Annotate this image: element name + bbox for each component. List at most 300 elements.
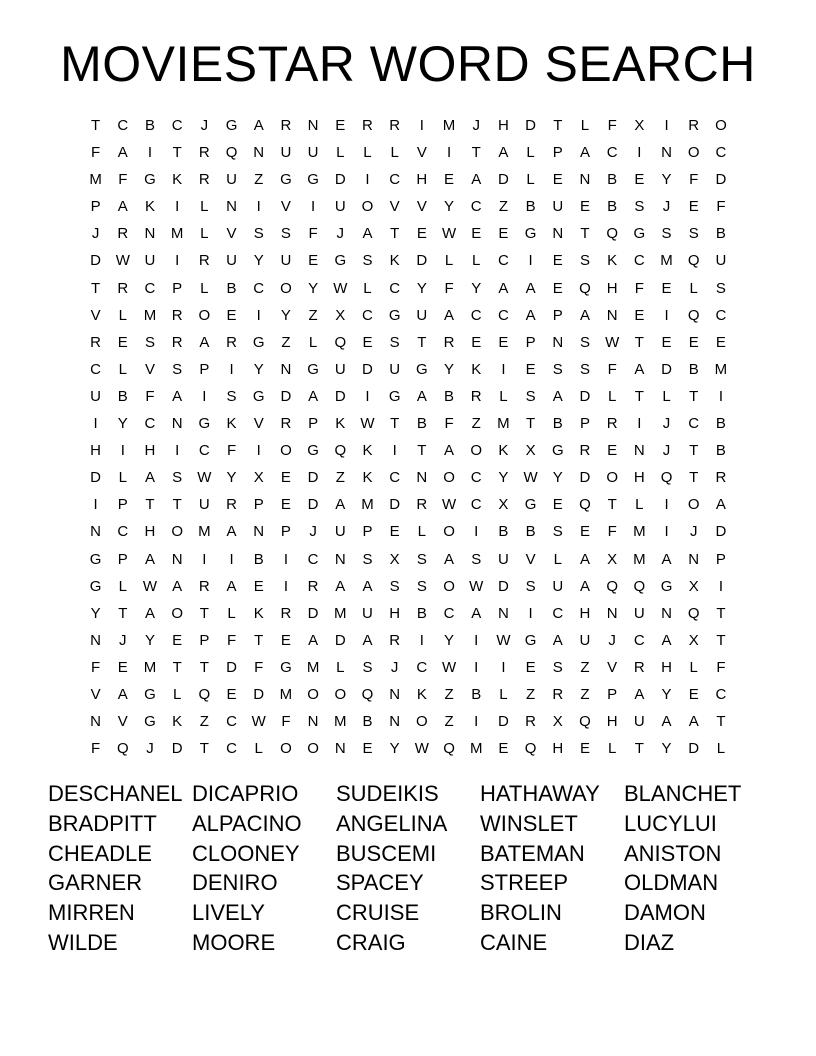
grid-letter: T bbox=[199, 740, 209, 758]
grid-letter: D bbox=[416, 252, 428, 270]
grid-letter: Y bbox=[253, 360, 264, 378]
grid-letter: H bbox=[633, 469, 645, 487]
grid-letter: S bbox=[253, 225, 264, 243]
grid-letter: A bbox=[172, 577, 183, 595]
grid-letter: C bbox=[144, 279, 156, 297]
grid-letter: I bbox=[718, 577, 723, 595]
grid-letter: E bbox=[416, 225, 427, 243]
word-list-item: DAMON bbox=[624, 900, 706, 926]
grid-letter: D bbox=[497, 713, 509, 731]
grid-letter: A bbox=[634, 360, 645, 378]
grid-letter: F bbox=[226, 442, 237, 460]
grid-letter: N bbox=[90, 631, 102, 649]
grid-letter: P bbox=[117, 550, 128, 568]
grid-letter: J bbox=[119, 631, 127, 649]
grid-letter: R bbox=[280, 415, 292, 433]
grid-letter: J bbox=[91, 225, 100, 243]
grid-letter: B bbox=[715, 415, 726, 433]
grid-letter: C bbox=[497, 252, 509, 270]
grid-letter: C bbox=[715, 144, 727, 162]
grid-letter: F bbox=[91, 144, 101, 162]
grid-letter: L bbox=[200, 225, 209, 243]
grid-letter: D bbox=[497, 577, 509, 595]
grid-letter: F bbox=[118, 171, 128, 189]
grid-letter: R bbox=[389, 631, 401, 649]
grid-letter: X bbox=[607, 550, 618, 568]
grid-letter: U bbox=[497, 550, 509, 568]
grid-letter: Q bbox=[606, 577, 618, 595]
grid-letter: E bbox=[498, 225, 509, 243]
grid-letter: I bbox=[474, 631, 479, 649]
grid-letter: T bbox=[417, 333, 427, 351]
grid-letter: E bbox=[172, 631, 183, 649]
grid-letter: L bbox=[118, 577, 127, 595]
grid-letter: E bbox=[579, 198, 590, 216]
grid-letter: O bbox=[280, 740, 292, 758]
grid-letter: B bbox=[525, 198, 536, 216]
grid-letter: S bbox=[552, 360, 563, 378]
grid-letter: B bbox=[607, 171, 618, 189]
grid-letter: S bbox=[389, 333, 400, 351]
grid-letter: W bbox=[523, 469, 538, 487]
grid-letter: A bbox=[172, 387, 183, 405]
grid-letter: Y bbox=[416, 279, 427, 297]
grid-letter: W bbox=[251, 713, 266, 731]
grid-letter: F bbox=[91, 740, 101, 758]
grid-letter: U bbox=[334, 523, 346, 541]
grid-letter: N bbox=[661, 604, 672, 622]
grid-letter: E bbox=[688, 333, 699, 351]
grid-letter: H bbox=[90, 442, 102, 460]
grid-letter: T bbox=[689, 442, 699, 460]
grid-letter: A bbox=[335, 496, 346, 514]
grid-letter: E bbox=[280, 631, 291, 649]
grid-letter: X bbox=[525, 442, 536, 460]
grid-letter: L bbox=[607, 387, 617, 405]
grid-letter: E bbox=[552, 496, 563, 514]
grid-letter: T bbox=[689, 387, 699, 405]
grid-letter: A bbox=[579, 550, 590, 568]
grid-letter: A bbox=[308, 631, 319, 649]
grid-letter: I bbox=[446, 144, 452, 162]
grid-letter: R bbox=[470, 387, 482, 405]
grid-letter: Q bbox=[198, 685, 211, 703]
grid-letter: E bbox=[335, 117, 346, 134]
grid-letter: W bbox=[197, 469, 212, 487]
grid-letter: N bbox=[280, 360, 292, 378]
grid-letter: I bbox=[365, 171, 370, 189]
grid-letter: E bbox=[688, 685, 699, 703]
grid-letter: D bbox=[525, 117, 537, 134]
grid-letter: D bbox=[579, 387, 591, 405]
grid-letter: E bbox=[552, 252, 563, 270]
grid-letter: C bbox=[470, 306, 482, 324]
grid-letter: H bbox=[416, 171, 428, 189]
grid-letter: P bbox=[199, 360, 210, 378]
grid-letter: D bbox=[334, 171, 346, 189]
grid-letter: K bbox=[607, 252, 618, 270]
word-list-item: BRADPITT bbox=[48, 810, 157, 836]
grid-letter: A bbox=[525, 279, 536, 297]
grid-letter: G bbox=[89, 550, 102, 568]
word-list-item: DICAPRIO bbox=[192, 781, 299, 806]
grid-letter: R bbox=[552, 685, 564, 703]
grid-letter: T bbox=[634, 333, 644, 351]
grid-letter: Y bbox=[661, 171, 672, 189]
grid-letter: J bbox=[608, 631, 616, 649]
grid-letter: T bbox=[471, 144, 481, 162]
grid-letter: L bbox=[635, 496, 644, 514]
grid-letter: R bbox=[606, 415, 618, 433]
grid-letter: C bbox=[226, 713, 237, 731]
grid-letter: Z bbox=[580, 685, 590, 703]
grid-letter: E bbox=[308, 252, 319, 270]
grid-letter: C bbox=[198, 442, 210, 460]
word-list-item: CAINE bbox=[480, 929, 548, 955]
grid-letter: E bbox=[525, 658, 536, 676]
grid-letter: L bbox=[308, 333, 318, 351]
grid-letter: L bbox=[336, 144, 345, 162]
grid-letter: M bbox=[198, 523, 211, 541]
grid-letter: A bbox=[498, 144, 509, 162]
word-list-item: GARNER bbox=[48, 870, 143, 896]
grid-letter: G bbox=[144, 713, 156, 731]
grid-letter: T bbox=[553, 117, 563, 134]
grid-letter: Q bbox=[524, 740, 537, 758]
grid-letter: O bbox=[443, 523, 455, 541]
grid-letter: N bbox=[389, 713, 401, 731]
grid-letter: D bbox=[715, 171, 727, 189]
grid-letter: S bbox=[634, 198, 645, 216]
grid-letter: N bbox=[416, 469, 428, 487]
grid-letter: L bbox=[336, 658, 345, 676]
word-list-item: SPACEY bbox=[336, 870, 424, 896]
grid-letter: I bbox=[311, 198, 316, 216]
grid-letter: C bbox=[226, 740, 237, 758]
grid-letter: R bbox=[579, 442, 591, 460]
grid-letter: R bbox=[198, 144, 210, 162]
grid-letter: E bbox=[688, 198, 699, 216]
grid-letter: I bbox=[256, 306, 261, 324]
grid-letter: B bbox=[362, 713, 373, 731]
grid-letter: B bbox=[525, 523, 536, 541]
grid-letter: G bbox=[416, 360, 428, 378]
grid-letter: T bbox=[199, 658, 209, 676]
grid-letter: U bbox=[307, 144, 319, 162]
grid-letter: A bbox=[362, 631, 373, 649]
grid-letter: S bbox=[688, 225, 699, 243]
grid-letter: H bbox=[606, 279, 618, 297]
grid-letter: M bbox=[279, 685, 293, 703]
grid-letter: Y bbox=[661, 740, 672, 758]
grid-letter: N bbox=[253, 523, 265, 541]
grid-letter: U bbox=[144, 252, 156, 270]
grid-letter: C bbox=[117, 523, 129, 541]
grid-letter: D bbox=[307, 604, 319, 622]
grid-letter: R bbox=[715, 469, 727, 487]
grid-letter: O bbox=[307, 740, 319, 758]
grid-letter: I bbox=[528, 252, 533, 270]
grid-letter: G bbox=[252, 387, 265, 405]
grid-letter: L bbox=[172, 685, 182, 703]
grid-letter: I bbox=[283, 550, 288, 568]
grid-letter: E bbox=[715, 333, 726, 351]
grid-letter: C bbox=[416, 658, 428, 676]
grid-letter: Y bbox=[471, 279, 482, 297]
grid-letter: Z bbox=[199, 713, 209, 731]
grid-letter: S bbox=[362, 658, 373, 676]
grid-letter: A bbox=[498, 279, 509, 297]
grid-letter: Y bbox=[444, 198, 455, 216]
grid-letter: E bbox=[579, 523, 590, 541]
grid-letter: E bbox=[389, 523, 400, 541]
grid-letter: I bbox=[474, 658, 479, 676]
grid-letter: K bbox=[253, 604, 264, 622]
grid-letter: B bbox=[471, 685, 482, 703]
grid-letter: Q bbox=[687, 306, 700, 324]
grid-letter: J bbox=[689, 523, 698, 541]
grid-letter: P bbox=[362, 523, 373, 541]
grid-letter: T bbox=[172, 144, 182, 162]
grid-letter: E bbox=[634, 171, 645, 189]
grid-letter: C bbox=[144, 415, 156, 433]
word-list-item: LUCYLUI bbox=[624, 810, 717, 836]
grid-letter: C bbox=[688, 415, 700, 433]
grid-letter: N bbox=[334, 740, 346, 758]
grid-letter: I bbox=[202, 550, 207, 568]
grid-letter: L bbox=[526, 171, 535, 189]
grid-letter: A bbox=[416, 387, 427, 405]
grid-letter: R bbox=[443, 333, 455, 351]
grid-letter: S bbox=[280, 225, 291, 243]
grid-letter: M bbox=[442, 117, 456, 134]
grid-letter: E bbox=[280, 496, 291, 514]
grid-letter: O bbox=[470, 442, 483, 460]
grid-letter: R bbox=[226, 496, 237, 514]
word-list-item: BLANCHET bbox=[624, 781, 742, 806]
grid-letter: Y bbox=[444, 360, 455, 378]
grid-letter: C bbox=[633, 252, 645, 270]
grid-letter: Q bbox=[361, 685, 374, 703]
grid-letter: E bbox=[471, 333, 482, 351]
grid-letter: C bbox=[606, 144, 618, 162]
grid-letter: C bbox=[389, 469, 401, 487]
grid-letter: C bbox=[307, 550, 319, 568]
grid-letter: F bbox=[716, 198, 726, 216]
word-list bbox=[48, 779, 768, 958]
grid-letter: N bbox=[552, 333, 564, 351]
word-list-item: MIRREN bbox=[48, 900, 135, 926]
grid-letter: I bbox=[93, 415, 98, 433]
grid-letter: V bbox=[90, 306, 101, 324]
grid-letter: W bbox=[605, 333, 620, 351]
grid-letter: I bbox=[419, 117, 424, 134]
grid-letter: E bbox=[362, 333, 373, 351]
grid-letter: A bbox=[117, 198, 128, 216]
grid-letter: O bbox=[687, 496, 700, 514]
grid-letter: G bbox=[144, 685, 156, 703]
grid-letter: G bbox=[307, 171, 319, 189]
grid-letter: Y bbox=[308, 279, 319, 297]
grid-letter: P bbox=[579, 415, 590, 433]
grid-letter: Q bbox=[633, 577, 646, 595]
grid-letter: P bbox=[117, 496, 128, 514]
grid-letter: T bbox=[254, 631, 264, 649]
grid-letter: I bbox=[229, 550, 234, 568]
grid-letter: C bbox=[633, 631, 645, 649]
grid-letter: V bbox=[607, 658, 618, 676]
grid-letter: H bbox=[552, 740, 564, 758]
grid-letter: R bbox=[416, 496, 428, 514]
grid-letter: L bbox=[227, 604, 236, 622]
grid-letter: C bbox=[470, 469, 482, 487]
grid-letter: F bbox=[254, 658, 264, 676]
grid-letter: G bbox=[524, 225, 537, 243]
grid-letter: M bbox=[143, 658, 157, 676]
grid-letter: O bbox=[361, 198, 374, 216]
grid-letter: L bbox=[689, 279, 698, 297]
grid-letter: Q bbox=[660, 469, 673, 487]
grid-letter: M bbox=[143, 306, 157, 324]
grid-letter: Z bbox=[254, 171, 264, 189]
grid-letter: E bbox=[280, 469, 291, 487]
grid-letter: N bbox=[307, 117, 319, 134]
grid-letter: E bbox=[253, 577, 264, 595]
grid-letter: U bbox=[334, 360, 346, 378]
grid-letter: V bbox=[253, 415, 264, 433]
grid-letter: E bbox=[607, 442, 618, 460]
grid-letter: M bbox=[89, 171, 102, 189]
grid-letter: F bbox=[689, 171, 699, 189]
grid-letter: S bbox=[172, 469, 183, 487]
grid-letter: C bbox=[389, 171, 401, 189]
word-list-item: DESCHANEL bbox=[48, 781, 183, 806]
grid-letter: B bbox=[688, 360, 699, 378]
grid-letter: S bbox=[525, 577, 536, 595]
grid-letter: X bbox=[335, 306, 346, 324]
grid-letter: E bbox=[552, 171, 563, 189]
grid-letter: H bbox=[579, 604, 591, 622]
grid-letter: C bbox=[443, 604, 455, 622]
grid-letter: X bbox=[389, 550, 400, 568]
grid-letter: R bbox=[171, 333, 183, 351]
grid-letter: V bbox=[525, 550, 536, 568]
grid-letter: U bbox=[579, 631, 591, 649]
grid-letter: A bbox=[444, 306, 455, 324]
grid-letter: Q bbox=[334, 442, 347, 460]
grid-letter: M bbox=[497, 415, 510, 433]
grid-letter: R bbox=[117, 225, 129, 243]
grid-letter: U bbox=[226, 252, 237, 270]
grid-letter: O bbox=[606, 469, 618, 487]
grid-letter: A bbox=[661, 713, 672, 731]
grid-letter: A bbox=[117, 144, 128, 162]
word-list-item: CRAIG bbox=[336, 929, 406, 955]
grid-letter: I bbox=[256, 198, 261, 216]
grid-letter: G bbox=[144, 171, 156, 189]
grid-letter: G bbox=[660, 577, 673, 595]
grid-letter: F bbox=[226, 631, 237, 649]
grid-letter: L bbox=[472, 252, 481, 270]
grid-letter: I bbox=[283, 577, 288, 595]
grid-letter: W bbox=[360, 415, 375, 433]
grid-letter: R bbox=[389, 117, 401, 134]
grid-letter: D bbox=[715, 523, 727, 541]
grid-letter: P bbox=[90, 198, 101, 216]
grid-letter: P bbox=[525, 333, 536, 351]
grid-letter: R bbox=[90, 333, 102, 351]
grid-letter: B bbox=[253, 550, 264, 568]
grid-letter: K bbox=[335, 415, 346, 433]
grid-letter: M bbox=[714, 360, 728, 378]
grid-letter: D bbox=[226, 658, 237, 676]
grid-letter: J bbox=[472, 117, 480, 134]
grid-letter: F bbox=[444, 279, 454, 297]
grid-letter: T bbox=[390, 415, 400, 433]
grid-letter: G bbox=[225, 117, 238, 134]
grid-letter: I bbox=[256, 442, 261, 460]
grid-letter: U bbox=[280, 252, 292, 270]
grid-letter: L bbox=[444, 252, 454, 270]
grid-letter: Q bbox=[579, 496, 591, 514]
grid-letter: T bbox=[172, 496, 182, 514]
word-list-item: STREEP bbox=[480, 870, 569, 896]
grid-letter: I bbox=[664, 117, 669, 134]
grid-letter: G bbox=[388, 387, 401, 405]
grid-letter: L bbox=[526, 144, 535, 162]
grid-letter: N bbox=[552, 225, 564, 243]
grid-letter: L bbox=[580, 117, 590, 134]
grid-letter: N bbox=[633, 442, 645, 460]
grid-letter: O bbox=[443, 469, 455, 487]
grid-letter: L bbox=[689, 658, 698, 676]
grid-letter: C bbox=[253, 279, 265, 297]
grid-letter: Y bbox=[90, 604, 101, 622]
grid-letter: S bbox=[579, 333, 590, 351]
grid-letter: F bbox=[145, 387, 155, 405]
grid-letter: P bbox=[308, 415, 319, 433]
grid-letter: N bbox=[171, 415, 183, 433]
grid-letter: S bbox=[525, 387, 536, 405]
word-list-item: ANISTON bbox=[624, 840, 722, 866]
grid-letter: L bbox=[200, 198, 209, 216]
grid-letter: G bbox=[198, 415, 211, 433]
grid-letter: L bbox=[417, 523, 427, 541]
grid-letter: I bbox=[93, 496, 98, 514]
grid-letter: L bbox=[118, 469, 127, 487]
grid-letter: E bbox=[661, 333, 672, 351]
grid-letter: H bbox=[144, 523, 156, 541]
grid-letter: Q bbox=[687, 252, 700, 270]
grid-letter: I bbox=[637, 415, 642, 433]
grid-letter: E bbox=[634, 306, 645, 324]
grid-letter: N bbox=[226, 198, 237, 216]
grid-letter: A bbox=[117, 685, 128, 703]
grid-letter: U bbox=[715, 252, 727, 270]
grid-letter: G bbox=[524, 496, 537, 514]
grid-letter: F bbox=[91, 658, 101, 676]
grid-letter: A bbox=[525, 306, 536, 324]
grid-letter: W bbox=[441, 225, 457, 243]
grid-letter: M bbox=[334, 713, 347, 731]
grid-letter: A bbox=[579, 144, 590, 162]
grid-letter: D bbox=[389, 496, 401, 514]
grid-letter: T bbox=[634, 740, 644, 758]
grid-letter: I bbox=[365, 387, 370, 405]
grid-letter: U bbox=[90, 387, 102, 405]
grid-letter: Q bbox=[687, 604, 700, 622]
grid-letter: A bbox=[308, 387, 319, 405]
